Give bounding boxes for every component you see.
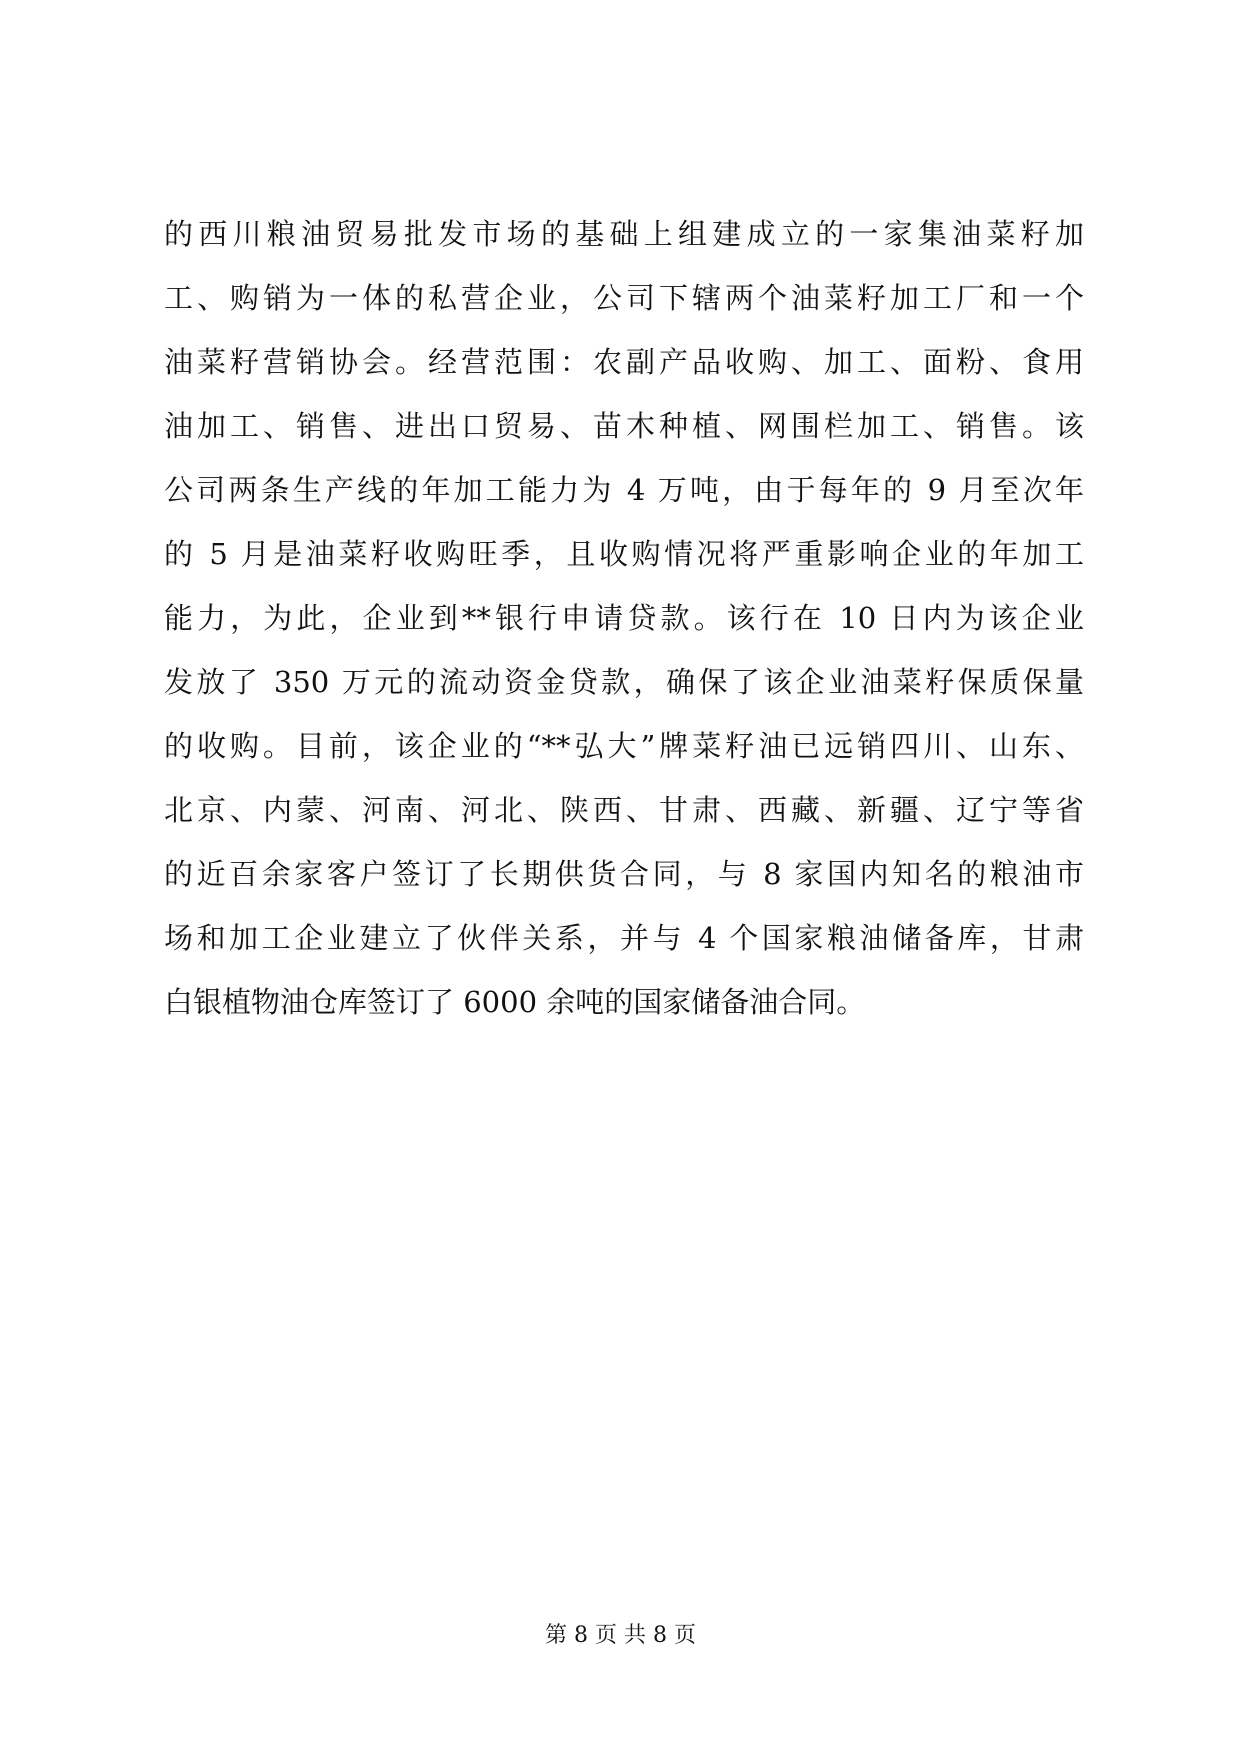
text-line-7: 能力，为此，企业到**银行申请贷款。该行在 10 日内为该企业: [164, 601, 1084, 635]
text-line-12: 场和加工企业建立了伙伴关系，并与 4 个国家粮油储备库，甘肃: [164, 921, 1084, 955]
text-line-6: 的 5 月是油菜籽收购旺季，且收购情况将严重影响企业的年加工: [164, 537, 1084, 571]
text-line-8: 发放了 350 万元的流动资金贷款，确保了该企业油菜籽保质保量: [164, 665, 1084, 699]
text-line-3: 油菜籽营销协会。经营范围：农副产品收购、加工、面粉、食用: [164, 345, 1084, 379]
text-line-9: 的收购。目前，该企业的“**弘大”牌菜籽油已远销四川、山东、: [164, 729, 1084, 763]
text-line-5: 公司两条生产线的年加工能力为 4 万吨，由于每年的 9 月至次年: [164, 473, 1084, 507]
body-paragraph: [164, 202, 1084, 1034]
page-number: 第 8 页 共 8 页: [545, 1623, 696, 1648]
text-line-13: 白银植物油仓库签订了 6000 余吨的国家储备油合同。: [164, 985, 866, 1019]
page-footer: [0, 1622, 1241, 1650]
text-line-10: 北京、内蒙、河南、河北、陕西、甘肃、西藏、新疆、辽宁等省: [164, 793, 1084, 827]
text-line-1: 的西川粮油贸易批发市场的基础上组建成立的一家集油菜籽加: [164, 217, 1084, 251]
text-line-4: 油加工、销售、进出口贸易、苗木种植、网围栏加工、销售。该: [164, 409, 1084, 443]
text-line-11: 的近百余家客户签订了长期供货合同，与 8 家国内知名的粮油市: [164, 857, 1084, 891]
text-line-2: 工、购销为一体的私营企业，公司下辖两个油菜籽加工厂和一个: [164, 281, 1084, 315]
